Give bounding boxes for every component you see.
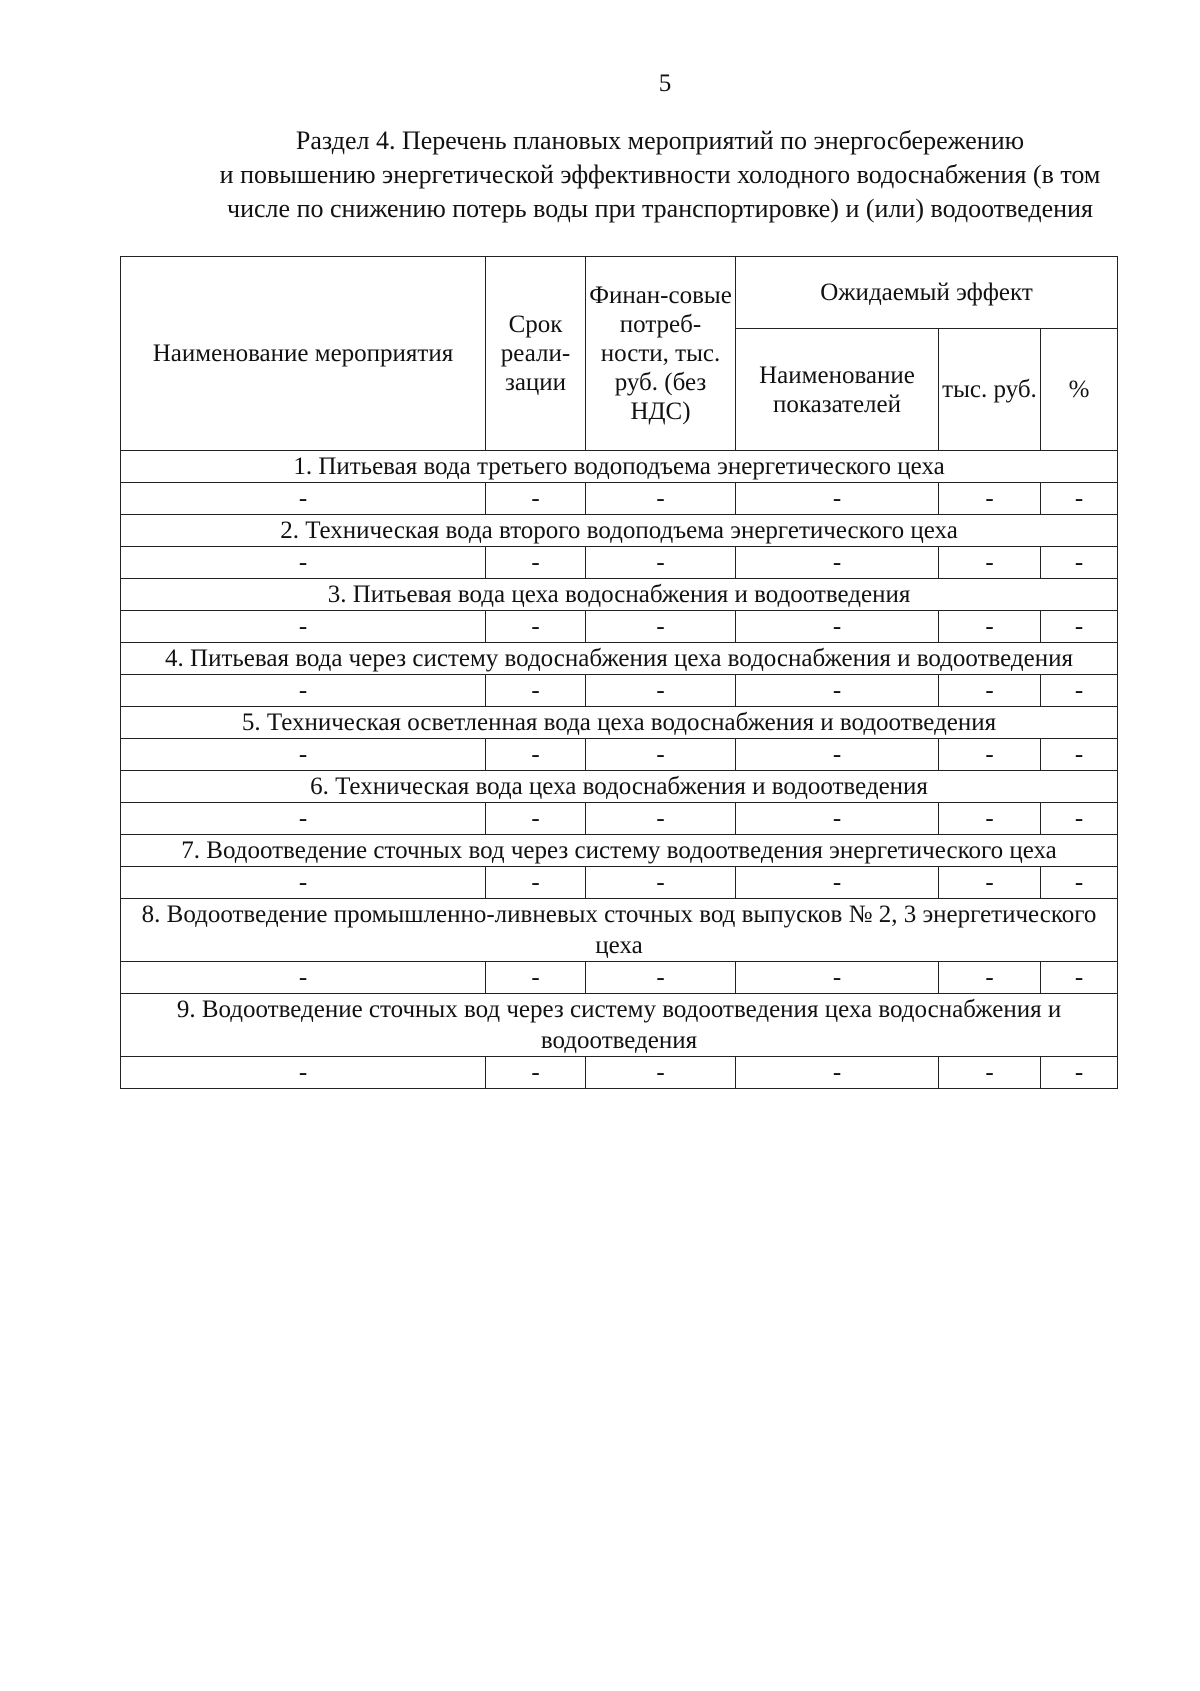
table-row [121, 547, 1118, 579]
header-percent: % [1041, 329, 1118, 451]
cell-measure: - [121, 739, 486, 771]
cell-percent: - [1041, 547, 1118, 579]
section-row [121, 515, 1118, 547]
cell-measure: - [121, 962, 486, 994]
table-row [121, 675, 1118, 707]
cell-measure: - [121, 867, 486, 899]
section-title: 1. Питьевая вода третьего водоподъема энергетического цеха [121, 451, 1118, 483]
section-title: 6. Техническая вода цеха водоснабжения и водоотведения [121, 771, 1118, 803]
cell-percent: - [1041, 1057, 1118, 1089]
page-number: 5 [658, 70, 672, 97]
heading-line-2: и повышению энергетической эффективности холодного водоснабжения (в том [219, 160, 1101, 189]
section-row [121, 899, 1118, 962]
cell-percent: - [1041, 611, 1118, 643]
header-measure-name: Наименование мероприятия [121, 257, 486, 451]
section-row [121, 451, 1118, 483]
cell-term: - [486, 547, 586, 579]
section-title: 8. Водоотведение промышленно-ливневых сточных вод выпусков № 2, 3 энергетического цеха [121, 899, 1118, 962]
header-term: Срок реали-зации [486, 257, 586, 451]
cell-thousand-rub: - [939, 611, 1041, 643]
cell-percent: - [1041, 739, 1118, 771]
cell-indicator: - [736, 611, 939, 643]
cell-thousand-rub: - [939, 803, 1041, 835]
heading-line-1: Раздел 4. Перечень плановых мероприятий по энергосбережению [295, 126, 1025, 155]
section-row [121, 771, 1118, 803]
section-title: 4. Питьевая вода через систему водоснабжения цеха водоснабжения и водоотведения [121, 643, 1118, 675]
section-title: 2. Техническая вода второго водоподъема энергетического цеха [121, 515, 1118, 547]
section-row [121, 994, 1118, 1057]
cell-term: - [486, 483, 586, 515]
header-financial-needs: Финан-совые потреб-ности, тыс. руб. (без НДС) [586, 257, 736, 451]
cell-thousand-rub: - [939, 739, 1041, 771]
table-row [121, 962, 1118, 994]
cell-financial: - [586, 483, 736, 515]
cell-thousand-rub: - [939, 867, 1041, 899]
cell-term: - [486, 1057, 586, 1089]
cell-indicator: - [736, 675, 939, 707]
table-row [121, 867, 1118, 899]
cell-thousand-rub: - [939, 483, 1041, 515]
cell-measure: - [121, 483, 486, 515]
cell-indicator: - [736, 483, 939, 515]
cell-financial: - [586, 675, 736, 707]
cell-percent: - [1041, 962, 1118, 994]
cell-thousand-rub: - [939, 547, 1041, 579]
cell-financial: - [586, 739, 736, 771]
cell-percent: - [1041, 803, 1118, 835]
heading-line-3: числе по снижению потерь воды при транспортировке) и (или) водоотведения [227, 194, 1093, 223]
section-title: 7. Водоотведение сточных вод через систему водоотведения энергетического цеха [121, 835, 1118, 867]
header-expected-effect: Ожидаемый эффект [736, 257, 1118, 329]
cell-indicator: - [736, 547, 939, 579]
cell-financial: - [586, 611, 736, 643]
cell-financial: - [586, 867, 736, 899]
cell-term: - [486, 867, 586, 899]
table-row [121, 1057, 1118, 1089]
cell-indicator: - [736, 803, 939, 835]
cell-measure: - [121, 803, 486, 835]
section-row [121, 579, 1118, 611]
section-row [121, 643, 1118, 675]
cell-percent: - [1041, 675, 1118, 707]
cell-indicator: - [736, 1057, 939, 1089]
cell-measure: - [121, 675, 486, 707]
cell-indicator: - [736, 867, 939, 899]
table-row [121, 803, 1118, 835]
table-row [121, 483, 1118, 515]
cell-measure: - [121, 611, 486, 643]
measures-table [120, 256, 1118, 1089]
section-title: 3. Питьевая вода цеха водоснабжения и водоотведения [121, 579, 1118, 611]
section-row [121, 707, 1118, 739]
cell-financial: - [586, 1057, 736, 1089]
cell-thousand-rub: - [939, 675, 1041, 707]
cell-term: - [486, 611, 586, 643]
section-heading [180, 124, 1140, 226]
cell-financial: - [586, 547, 736, 579]
cell-percent: - [1041, 867, 1118, 899]
header-thousand-rub: тыс. руб. [939, 329, 1041, 451]
cell-indicator: - [736, 739, 939, 771]
section-title: 9. Водоотведение сточных вод через систему водоотведения цеха водоснабжения и водоотведения [121, 994, 1118, 1057]
cell-indicator: - [736, 962, 939, 994]
cell-financial: - [586, 962, 736, 994]
cell-financial: - [586, 803, 736, 835]
cell-term: - [486, 739, 586, 771]
cell-thousand-rub: - [939, 962, 1041, 994]
cell-term: - [486, 675, 586, 707]
cell-measure: - [121, 1057, 486, 1089]
section-row [121, 835, 1118, 867]
header-indicator-name: Наименование показателей [736, 329, 939, 451]
cell-measure: - [121, 547, 486, 579]
cell-term: - [486, 803, 586, 835]
cell-term: - [486, 962, 586, 994]
cell-percent: - [1041, 483, 1118, 515]
cell-thousand-rub: - [939, 1057, 1041, 1089]
table-row [121, 611, 1118, 643]
table-row [121, 739, 1118, 771]
section-title: 5. Техническая осветленная вода цеха водоснабжения и водоотведения [121, 707, 1118, 739]
